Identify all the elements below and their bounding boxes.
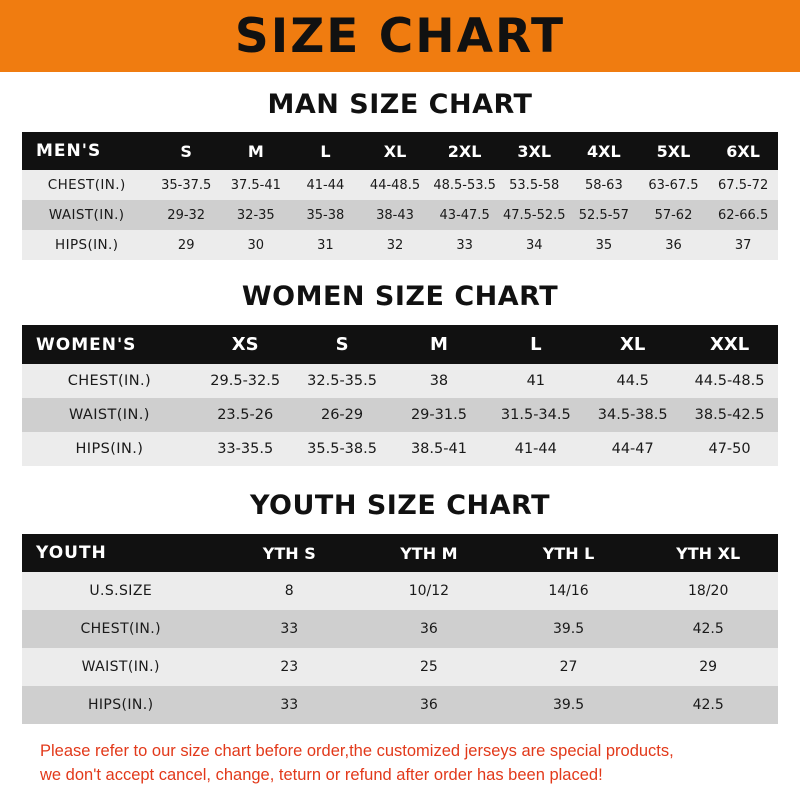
man-header-col-s: S <box>180 141 192 161</box>
table-header-row <box>22 534 778 572</box>
women-size-table <box>22 325 778 466</box>
table-cell: 43-47.5 <box>439 207 490 223</box>
table-cell: 32.5-35.5 <box>307 373 377 389</box>
man-table-body <box>22 170 778 260</box>
man-header-col-l: L <box>320 141 331 161</box>
table-cell: 30 <box>247 237 265 253</box>
table-cell: 47-50 <box>708 441 751 457</box>
table-cell: 41-44 <box>514 441 557 457</box>
table-row <box>22 398 778 432</box>
youth-row-label-waist: WAIST(IN.) <box>81 659 160 675</box>
table-cell: 39.5 <box>552 621 585 637</box>
table-cell: 48.5-53.5 <box>433 177 496 193</box>
table-cell: 26-29 <box>320 407 364 423</box>
table-cell: 35-38 <box>306 207 345 223</box>
women-row-label-waist: WAIST(IN.) <box>68 407 150 423</box>
table-cell: 23.5-26 <box>217 407 274 423</box>
youth-row-label-ussize: U.S.SIZE <box>89 583 153 599</box>
table-row <box>22 364 778 398</box>
table-row <box>22 432 778 466</box>
table-cell: 8 <box>284 583 294 599</box>
table-cell: 44-47 <box>611 441 654 457</box>
table-cell: 29-32 <box>167 207 206 223</box>
table-cell: 31 <box>317 237 334 253</box>
women-section-title: WOMEN SIZE CHART <box>241 281 559 312</box>
table-cell: 62-66.5 <box>718 207 769 223</box>
youth-section-title: YOUTH SIZE CHART <box>249 490 551 521</box>
table-header-row <box>22 132 778 170</box>
table-cell: 18/20 <box>688 583 729 599</box>
header-band <box>0 0 800 72</box>
women-header-col-xs: XS <box>231 334 259 355</box>
table-row <box>22 200 778 230</box>
youth-header-label: YOUTH <box>36 543 107 563</box>
table-cell: 33-35.5 <box>217 441 274 457</box>
order-policy-note <box>22 740 778 788</box>
table-cell: 58-63 <box>584 177 623 193</box>
women-header-col-xxl: XXL <box>709 334 750 355</box>
table-cell: 32 <box>386 237 404 253</box>
table-cell: 37.5-41 <box>230 177 281 193</box>
table-cell: 41-44 <box>306 177 345 193</box>
table-cell: 41 <box>526 373 546 389</box>
table-header-row <box>22 325 778 364</box>
table-cell: 33 <box>456 237 473 253</box>
table-cell: 38 <box>429 373 449 389</box>
table-cell: 31.5-34.5 <box>500 407 571 423</box>
man-header-col-6xl: 6XL <box>726 141 760 161</box>
table-row <box>22 610 778 648</box>
man-row-label-hips: HIPS(IN.) <box>55 237 119 253</box>
youth-header-col-l: YTH L <box>542 543 595 563</box>
youth-table-body <box>22 572 778 724</box>
table-cell: 35-37.5 <box>161 177 212 193</box>
table-cell: 53.5-58 <box>509 177 560 193</box>
table-cell: 29-31.5 <box>410 407 467 423</box>
table-cell: 36 <box>419 621 438 637</box>
table-cell: 33 <box>280 621 299 637</box>
table-cell: 10/12 <box>408 583 450 599</box>
table-cell: 23 <box>280 659 299 675</box>
youth-header-col-m: YTH M <box>400 543 458 563</box>
women-table-header <box>22 325 778 364</box>
table-cell: 34.5-38.5 <box>597 407 668 423</box>
table-cell: 38.5-41 <box>410 441 467 457</box>
women-row-label-hips: HIPS(IN.) <box>75 441 144 457</box>
table-row <box>22 686 778 724</box>
youth-row-label-hips: HIPS(IN.) <box>87 697 154 713</box>
man-header-col-m: M <box>247 141 264 161</box>
man-header-col-2xl: 2XL <box>447 141 482 161</box>
man-section-title: MAN SIZE CHART <box>267 89 533 120</box>
man-header-col-xl: XL <box>383 141 407 161</box>
table-cell: 44.5 <box>616 373 649 389</box>
table-cell: 67.5-72 <box>718 177 769 193</box>
table-cell: 38.5-42.5 <box>694 407 765 423</box>
note-line-1: Please refer to our size chart before order,the customized jerseys are special products, <box>40 742 674 760</box>
man-size-table <box>22 132 778 260</box>
table-cell: 63-67.5 <box>648 177 699 193</box>
table-cell: 35 <box>595 237 613 253</box>
women-table-body <box>22 364 778 466</box>
table-row <box>22 648 778 686</box>
women-row-label-chest: CHEST(IN.) <box>67 373 152 389</box>
table-cell: 29 <box>699 659 718 675</box>
table-cell: 57-62 <box>654 207 693 223</box>
man-row-label-waist: WAIST(IN.) <box>48 207 125 223</box>
page-title: SIZE CHART <box>234 8 566 64</box>
table-cell: 42.5 <box>692 621 724 637</box>
table-cell: 47.5-52.5 <box>502 207 566 223</box>
table-cell: 39.5 <box>552 697 585 713</box>
note-line-2: we don't accept cancel, change, teturn or refund after order has been placed! <box>40 765 603 784</box>
man-row-label-chest: CHEST(IN.) <box>47 177 126 193</box>
man-header-col-4xl: 4XL <box>587 141 621 161</box>
table-cell: 27 <box>559 659 578 675</box>
youth-header-col-s: YTH S <box>262 543 316 563</box>
table-cell: 44-48.5 <box>369 177 421 193</box>
table-cell: 42.5 <box>692 697 724 713</box>
table-cell: 25 <box>419 659 438 675</box>
women-header-col-l: L <box>530 334 542 355</box>
table-row <box>22 572 778 610</box>
man-table-header <box>22 132 778 170</box>
women-header-col-m: M <box>429 334 448 355</box>
man-header-label: MEN'S <box>36 141 102 161</box>
table-cell: 32-35 <box>236 207 275 223</box>
table-cell: 35.5-38.5 <box>307 441 377 457</box>
table-cell: 36 <box>665 237 682 253</box>
women-header-col-s: S <box>335 334 349 355</box>
women-header-col-xl: XL <box>620 334 646 355</box>
youth-row-label-chest: CHEST(IN.) <box>80 621 161 637</box>
table-cell: 34 <box>525 237 543 253</box>
table-cell: 29.5-32.5 <box>210 373 281 389</box>
youth-size-table <box>22 534 778 724</box>
table-cell: 52.5-57 <box>578 207 629 223</box>
table-cell: 33 <box>280 697 299 713</box>
table-cell: 14/16 <box>548 583 589 599</box>
table-row <box>22 170 778 200</box>
table-cell: 36 <box>419 697 438 713</box>
table-cell: 38-43 <box>376 207 414 223</box>
man-header-col-3xl: 3XL <box>517 141 552 161</box>
table-cell: 29 <box>177 237 195 253</box>
content-area <box>0 89 800 788</box>
women-header-label: WOMEN'S <box>36 334 137 355</box>
man-header-col-5xl: 5XL <box>656 141 691 161</box>
youth-header-col-xl: YTH XL <box>676 543 741 563</box>
youth-table-header <box>22 534 778 572</box>
table-cell: 37 <box>734 237 752 253</box>
table-cell: 44.5-48.5 <box>694 373 765 389</box>
table-row <box>22 230 778 260</box>
